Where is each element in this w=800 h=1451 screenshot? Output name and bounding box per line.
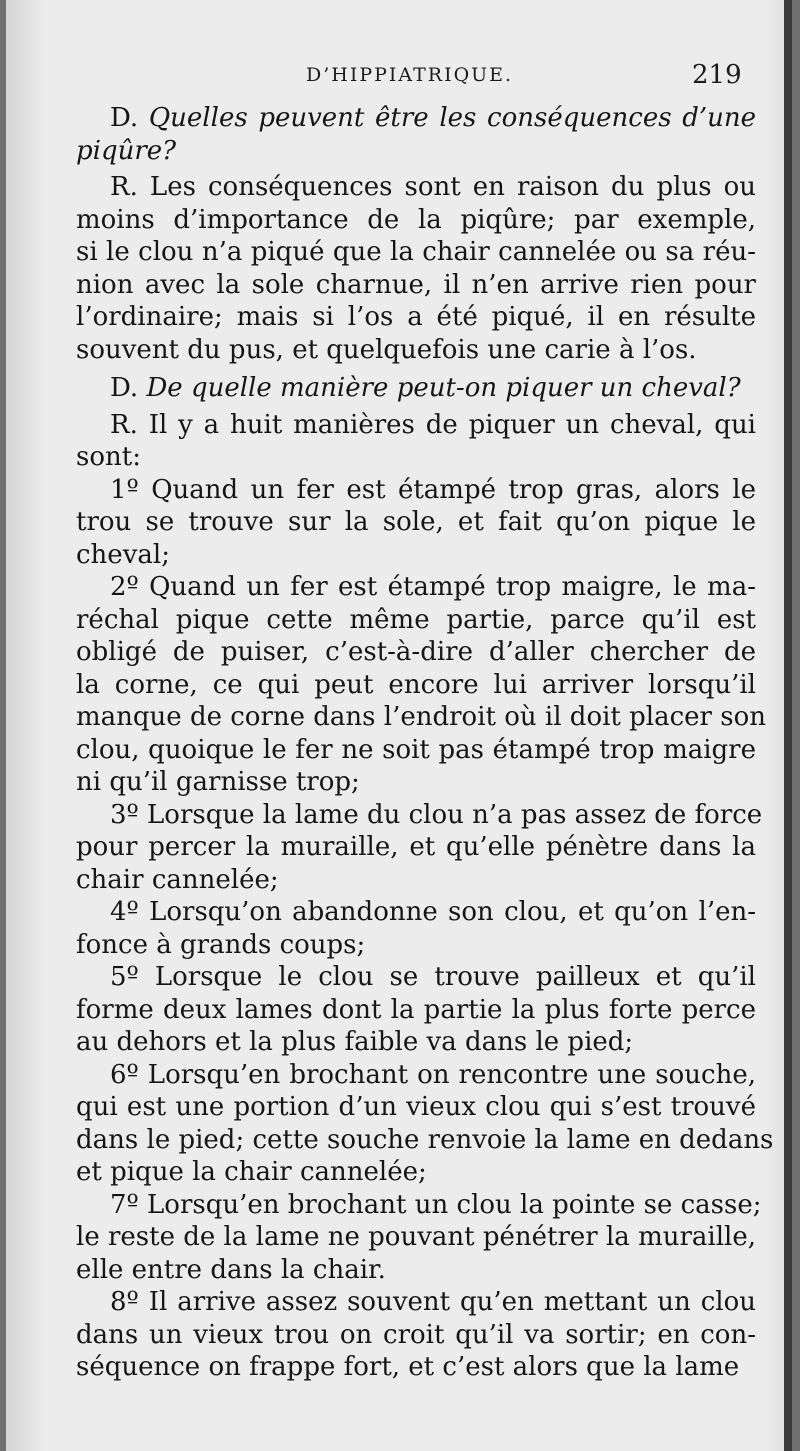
text-line: [76, 929, 756, 962]
text-line: [76, 1091, 756, 1124]
text-line: [76, 961, 756, 994]
line-text: 5º Lorsque le clou se trouve pailleux et qu’il: [110, 962, 756, 992]
text-line: [76, 701, 766, 734]
numbered-item: [76, 1059, 774, 1189]
text-line: [76, 1026, 756, 1059]
text-line: [76, 799, 763, 832]
text-line: [76, 372, 756, 405]
line-text: la corne, ce qui peut encore lui arriver lorsqu’il: [76, 669, 756, 700]
line-text: clou, quoique le fer ne soit pas étampé trop maigre: [76, 734, 756, 765]
line-text: Quelles peuvent être les conséquences d’une: [148, 103, 757, 133]
running-title: D’HIPPIATRIQUE.: [306, 64, 514, 86]
numbered-item: [76, 961, 756, 1059]
line-text: cheval;: [76, 539, 170, 570]
text-line: [76, 994, 756, 1027]
text-line: [76, 864, 756, 897]
numbered-item: [76, 474, 756, 572]
text-line: [76, 301, 756, 334]
line-text: pour percer la muraille, et qu’elle pénètre dans la: [76, 832, 756, 862]
page-edge-shadow: [784, 0, 792, 1451]
text-line: [76, 506, 756, 539]
body-text: [76, 96, 774, 1384]
text-line: [76, 571, 756, 604]
answer-paragraph: [76, 409, 756, 474]
line-text: 6º Lorsqu’en brochant on rencontre une souche,: [110, 1059, 756, 1090]
text-line: [76, 102, 756, 135]
page-header: [6, 60, 792, 90]
line-text: 8º Il arrive assez souvent qu’en mettant un clou: [110, 1287, 756, 1317]
speaker-label: D.: [110, 373, 139, 403]
text-line: [76, 1319, 756, 1352]
line-text: ni qu’il garnisse trop;: [76, 767, 360, 797]
numbered-item: [76, 896, 756, 961]
numbered-item: [76, 571, 766, 799]
speaker-label: R.: [110, 409, 138, 440]
text-line: [76, 1351, 756, 1384]
text-line: [76, 1059, 756, 1092]
line-text: piqûre?: [76, 135, 177, 166]
question-paragraph: [76, 102, 756, 167]
line-text: moins d’importance de la piqûre; par exemple,: [76, 204, 756, 235]
text-line: [76, 409, 756, 442]
line-text: 4º Lorsqu’on abandonne son clou, et qu’on l’en-: [110, 897, 756, 927]
text-line: [76, 1221, 756, 1254]
line-text: nion avec la sole charnue, il n’en arrive rien pour: [76, 269, 756, 300]
text-line: [76, 441, 756, 474]
line-text: le reste de la lame ne pouvant pénétrer la muraille,: [76, 1222, 756, 1252]
line-text: sont:: [76, 442, 141, 472]
line-text: manque de corne dans l’endroit où il doit placer son: [76, 702, 766, 732]
text-line: [76, 269, 756, 302]
line-text: dans un vieux trou on croit qu’il va sortir; en con-: [76, 1319, 756, 1350]
text-line: [76, 636, 756, 669]
line-text: forme deux lames dont la partie la plus forte perce: [76, 994, 756, 1025]
text-line: [76, 1254, 756, 1287]
speaker-label: R.: [110, 172, 138, 202]
page-number: 219: [692, 60, 742, 90]
speaker-label: D.: [110, 103, 139, 133]
text-line: [76, 734, 756, 767]
numbered-item: [76, 799, 763, 897]
line-text: Les conséquences sont en raison du plus ou: [149, 172, 757, 202]
line-text: 2º Quand un fer est étampé trop maigre, le ma-: [110, 572, 756, 602]
text-line: [76, 766, 756, 799]
text-line: [76, 831, 756, 864]
text-line: [76, 604, 756, 637]
line-text: et pique la chair cannelée;: [76, 1157, 427, 1187]
line-text: Il y a huit manières de piquer un cheval, qui: [148, 409, 756, 440]
text-line: [76, 896, 756, 929]
text-line: [76, 474, 756, 507]
text-line: [76, 334, 756, 367]
answer-paragraph: [76, 171, 756, 366]
line-text: qui est une portion d’un vieux clou qui s’est trouvé: [76, 1092, 756, 1122]
line-text: réchal pique cette même partie, parce qu’il est: [76, 604, 756, 635]
line-text: souvent du pus, et quelquefois une carie à l’os.: [76, 334, 697, 365]
book-page: [6, 0, 792, 1451]
line-text: trou se trouve sur la sole, et fait qu’on pique le: [76, 507, 756, 537]
line-text: l’ordinaire; mais si l’os a été piqué, il en résulte: [76, 302, 756, 332]
text-line: [76, 171, 756, 204]
line-text: chair cannelée;: [76, 864, 279, 895]
line-text: séquence on frappe fort, et c’est alors que la lame: [76, 1352, 740, 1382]
line-text: 1º Quand un fer est étampé trop gras, alors le: [110, 474, 756, 505]
text-line: [76, 236, 756, 269]
line-text: obligé de puiser, c’est-à-dire d’aller chercher de: [76, 637, 756, 667]
numbered-item: [76, 1189, 762, 1287]
line-text: 7º Lorsqu’en brochant un clou la pointe se casse;: [110, 1189, 762, 1220]
line-text: 3º Lorsque la lame du clou n’a pas assez de force: [110, 799, 763, 830]
line-text: au dehors et la plus faible va dans le pied;: [76, 1027, 634, 1057]
question-paragraph: [76, 372, 756, 405]
text-line: [76, 669, 756, 702]
text-line: [76, 1124, 774, 1157]
text-line: [76, 1156, 756, 1189]
line-text: si le clou n’a piqué que la chair cannelée ou sa réu-: [76, 237, 756, 267]
line-text: dans le pied; cette souche renvoie la lame en dedans: [76, 1124, 774, 1155]
text-line: [76, 539, 756, 572]
text-line: [76, 1189, 762, 1222]
line-text: elle entre dans la chair.: [76, 1254, 386, 1285]
text-line: [76, 1286, 756, 1319]
numbered-item: [76, 1286, 756, 1384]
line-text: De quelle manière peut-on piquer un cheval?: [146, 373, 741, 403]
text-line: [76, 204, 756, 237]
line-text: fonce à grands coups;: [76, 929, 366, 960]
text-line: [76, 135, 756, 168]
